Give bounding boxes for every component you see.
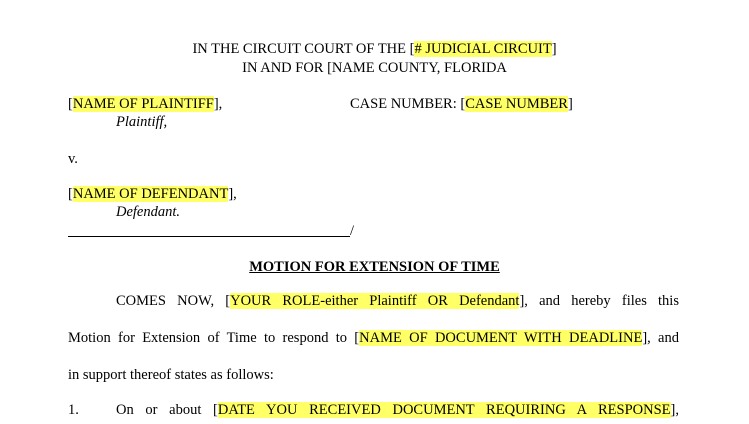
document-deadline-placeholder[interactable]: NAME OF DOCUMENT WITH DEADLINE [359, 330, 643, 346]
caption-rule [68, 236, 350, 237]
date-received-placeholder[interactable]: DATE YOU RECEIVED DOCUMENT REQUIRING A RESPONSE [217, 402, 671, 418]
comma-text: ], [670, 402, 679, 418]
plaintiff-role: Plaintiff, [116, 114, 168, 130]
bracket-open: [ [68, 96, 73, 112]
plaintiff-name-line [68, 95, 222, 113]
defendant-name-placeholder[interactable]: NAME OF DEFENDANT [72, 186, 229, 202]
caption-slash: / [350, 223, 355, 239]
item-1-number: 1. [68, 402, 79, 418]
court-header-line2: IN AND FOR [NAME COUNTY, FLORIDA [242, 60, 507, 76]
bracket-close: ], [213, 96, 223, 112]
bracket-close: ] [567, 96, 573, 112]
files-text: ], and hereby files this [519, 293, 679, 309]
and-text: ], and [642, 330, 679, 346]
case-number-placeholder[interactable]: CASE NUMBER [465, 96, 568, 112]
case-number-line [350, 95, 573, 113]
paragraph-line-2 [68, 329, 679, 347]
item-1-text [116, 401, 679, 419]
respond-to-text: Motion for Extension of Time to respond to [ [68, 330, 360, 346]
bracket-open: [ [68, 186, 73, 202]
defendant-role: Defendant. [116, 204, 181, 220]
comes-now-text: COMES NOW, [ [116, 293, 231, 309]
paragraph-line-3: in support thereof states as follows: [68, 367, 274, 383]
defendant-name-line [68, 185, 237, 203]
court-header-line1 [0, 40, 749, 58]
motion-title: MOTION FOR EXTENSION OF TIME [249, 259, 500, 275]
paragraph-line-1 [68, 292, 679, 310]
plaintiff-name-placeholder[interactable]: NAME OF PLAINTIFF [72, 96, 214, 112]
bracket-close: ], [228, 186, 237, 202]
judicial-circuit-placeholder[interactable]: # JUDICIAL CIRCUIT [414, 41, 552, 57]
court-suffix: ] [551, 41, 557, 57]
role-placeholder[interactable]: YOUR ROLE-either Plaintiff OR Defendant [230, 293, 520, 309]
versus: v. [68, 151, 78, 167]
court-prefix: IN THE CIRCUIT COURT OF THE [ [192, 41, 415, 57]
on-or-about-text: On or about [ [116, 402, 218, 418]
case-number-label: CASE NUMBER: [ [350, 96, 466, 112]
